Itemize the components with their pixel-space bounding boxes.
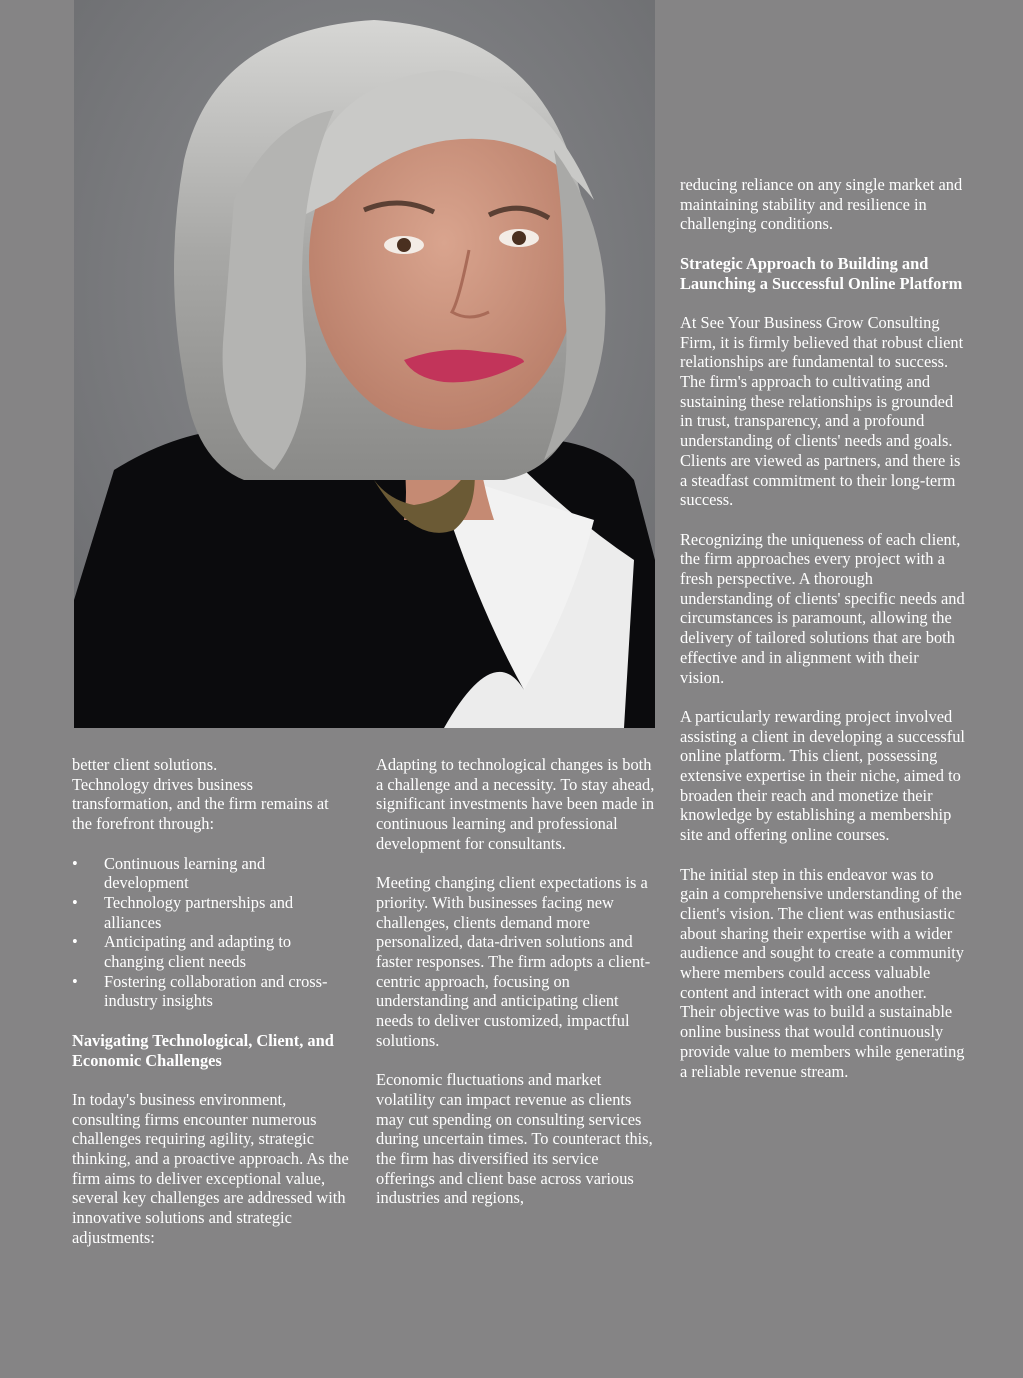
portrait-photo xyxy=(74,0,655,728)
paragraph: reducing reliance on any single market and maintaining stability and resilience in challenging conditions. xyxy=(680,175,963,234)
list-item: • Technology partnerships and alliances xyxy=(72,893,352,932)
paragraph: Technology drives business transformation, and the firm remains at the forefront through: xyxy=(72,774,329,834)
paragraph: better client solutions. xyxy=(72,755,218,774)
bullet-list xyxy=(72,854,352,1012)
paragraph: A particularly rewarding project involved assisting a client in developing a successful online platform. This client, possessing extensive expertise in their niche, aimed to broaden their reach and monetize their knowledge by establishing a membership site and offering online courses. xyxy=(680,706,965,845)
list-item: • Continuous learning and development xyxy=(72,854,352,893)
paragraph: At See Your Business Grow Consulting Firm, it is firmly believed that robust client relationships are fundamental to success. The firm's approach to cultivating and sustaining these relationships is grounded in trust, transparency, and a profound understanding of clients' needs and goals. Clients are viewed as partners, and there is a steadfast commitment to their long-term success. xyxy=(680,312,964,510)
list-item: • Anticipating and adapting to changing client needs xyxy=(72,932,352,971)
paragraph: Adapting to technological changes is both a challenge and a necessity. To stay ahead, significant investments have been made in continuous learning and professional development for consultants. xyxy=(376,755,655,853)
section-heading: Navigating Technological, Client, and Economic Challenges xyxy=(72,1030,334,1070)
paragraph: Recognizing the uniqueness of each client, the firm approaches every project with a fresh perspective. A thorough understanding of clients' specific needs and circumstances is paramount, allowing the delivery of tailored solutions that are both effective and in alignment with their vision. xyxy=(680,529,965,687)
paragraph: Economic fluctuations and market volatility can impact revenue as clients may cut spending on consulting services during uncertain times. To counteract this, the firm has diversified its service offerings and client base across various industries and regions, xyxy=(376,1070,653,1208)
paragraph: In today's business environment, consulting firms encounter numerous challenges requiring agility, strategic thinking, and a proactive approach. As the firm aims to deliver exceptional value, several key challenges are addressed with innovative solutions and strategic adjustments: xyxy=(72,1089,349,1247)
paragraph: The initial step in this endeavor was to gain a comprehensive understanding of the client's vision. The client was enthusiastic about sharing their expertise with a wider audience and sought to create a community where members could access valuable content and interact with one another. Their objective was to build a sustainable online business that would continuously provide value to members while generating a reliable revenue stream. xyxy=(680,864,965,1081)
list-item: • Fostering collaboration and cross-industry insights xyxy=(72,972,352,1011)
paragraph: Meeting changing client expectations is a priority. With businesses facing new challenges, clients demand more personalized, data-driven solutions and faster responses. The firm adopts a client-centric approach, focusing on understanding and anticipating client needs to deliver customized, impactful solutions. xyxy=(376,873,651,1050)
portrait-illustration xyxy=(74,0,655,728)
text-column-2 xyxy=(376,755,656,1228)
text-column-1 xyxy=(72,755,352,1267)
text-column-3 xyxy=(680,175,965,1101)
section-heading: Strategic Approach to Building and Launching a Successful Online Platform xyxy=(680,253,963,293)
